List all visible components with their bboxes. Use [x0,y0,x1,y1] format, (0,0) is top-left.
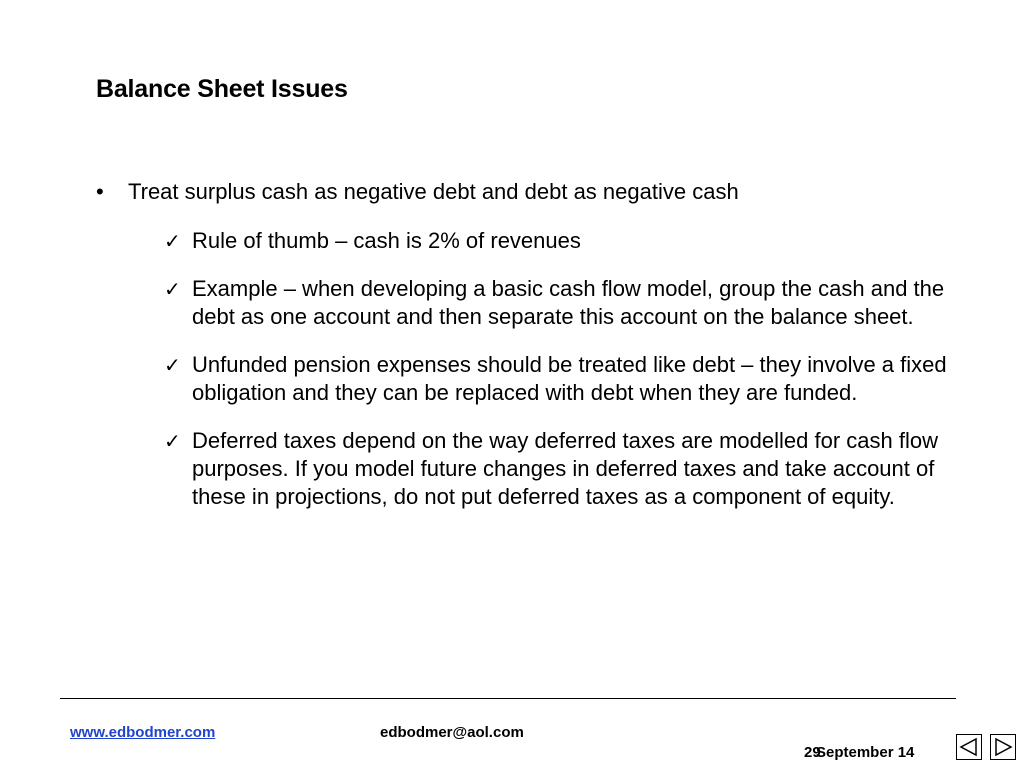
sub-bullet-item [164,351,964,407]
footer-date: September 14 [816,744,915,761]
sub-bullet-item [164,227,964,255]
checkmark-icon: ✓ [164,277,181,301]
footer-divider [60,698,956,699]
triangle-right-icon [991,735,1015,759]
slide-title: Balance Sheet Issues [96,75,348,103]
sub-bullet-list [164,227,964,531]
footer-email: edbodmer@aol.com [380,724,524,741]
checkmark-icon: ✓ [164,429,181,453]
bullet-marker: • [96,179,104,204]
sub-bullet-item [164,275,964,331]
main-bullet-text: Treat surplus cash as negative debt and debt as negative cash [128,179,739,204]
sub-bullet-text: Unfunded pension expenses should be treated like debt – they involve a fixed obligation and they can be replaced with debt when they are funded. [192,352,947,405]
sub-bullet-item [164,427,964,511]
previous-slide-button[interactable] [956,734,982,760]
website-link[interactable]: www.edbodmer.com [70,724,216,741]
next-slide-button[interactable] [990,734,1016,760]
checkmark-icon: ✓ [164,353,181,377]
triangle-left-icon [957,735,981,759]
sub-bullet-text: Rule of thumb – cash is 2% of revenues [192,228,581,253]
sub-bullet-text: Deferred taxes depend on the way deferred taxes are modelled for cash flow purposes. If you model future changes in deferred taxes and take account of these in projections, do not put deferred taxes as a component of equity. [192,428,938,509]
page-number: 29 [804,744,821,761]
sub-bullet-text: Example – when developing a basic cash flow model, group the cash and the debt as one account and then separate this account on the balance sheet. [192,276,945,329]
checkmark-icon: ✓ [164,229,181,253]
